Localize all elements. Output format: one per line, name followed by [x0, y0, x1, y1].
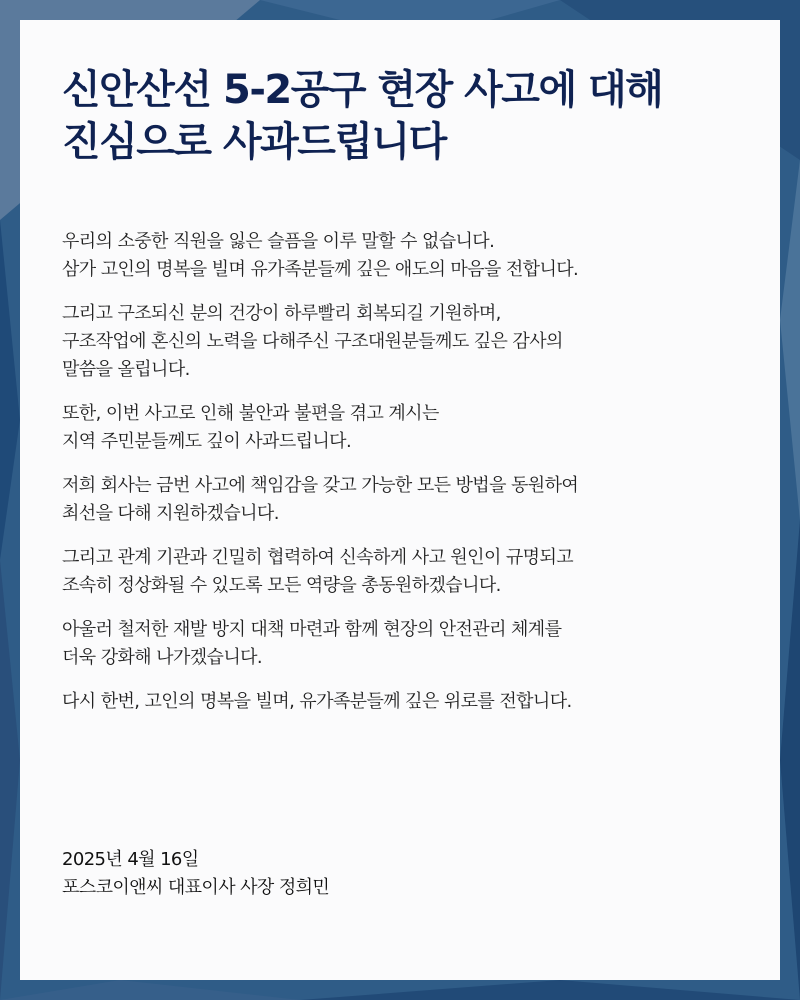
statement-date: 2025년 4월 16일: [62, 849, 199, 870]
body-line: 지역 주민분들께도 깊이 사과드립니다.: [62, 431, 352, 452]
body-line: 더욱 강화해 나가겠습니다.: [62, 647, 263, 668]
body-line: 아울러 철저한 재발 방지 대책 마련과 함께 현장의 안전관리 체계를: [62, 619, 562, 640]
title-line: 진심으로 사과드립니다: [62, 119, 446, 165]
body-line: 최선을 다해 지원하겠습니다.: [62, 503, 279, 524]
body-line: 그리고 구조되신 분의 건강이 하루빨리 회복되길 기원하며,: [62, 303, 501, 324]
body-line: 저희 회사는 금번 사고에 책임감을 갖고 가능한 모든 방법을 동원하여: [62, 475, 579, 496]
body-line: 또한, 이번 사고로 인해 불안과 불편을 겪고 계시는: [62, 403, 439, 424]
page-title: [62, 64, 722, 168]
body-line: 구조작업에 혼신의 노력을 다해주신 구조대원분들께도 깊은 감사의: [62, 331, 563, 352]
signatory: 포스코이앤씨 대표이사 사장 정희민: [62, 877, 330, 898]
signature-block: [62, 846, 722, 902]
body-line: 우리의 소중한 직원을 잃은 슬픔을 이루 말할 수 없습니다.: [62, 231, 495, 252]
title-line: 신안산선 5-2공구 현장 사고에 대해: [62, 67, 663, 113]
body-line: 삼가 고인의 명복을 빌며 유가족분들께 깊은 애도의 마음을 전합니다.: [62, 259, 579, 280]
paragraph-prevention: [62, 616, 722, 672]
paragraph-apology-residents: [62, 400, 722, 456]
paragraph-rescue-thanks: [62, 300, 722, 384]
body-line: 말씀을 올립니다.: [62, 359, 190, 380]
paragraph-support: [62, 472, 722, 528]
body-line: 다시 한번, 고인의 명복을 빌며, 유가족분들께 깊은 위로를 전합니다.: [62, 691, 572, 712]
statement-body: [62, 228, 722, 732]
paragraph-cooperation: [62, 544, 722, 600]
paragraph-condolence: [62, 228, 722, 284]
body-line: 그리고 관계 기관과 긴밀히 협력하여 신속하게 사고 원인이 규명되고: [62, 547, 574, 568]
paragraph-closing: [62, 688, 722, 716]
body-line: 조속히 정상화될 수 있도록 모든 역량을 총동원하겠습니다.: [62, 575, 501, 596]
